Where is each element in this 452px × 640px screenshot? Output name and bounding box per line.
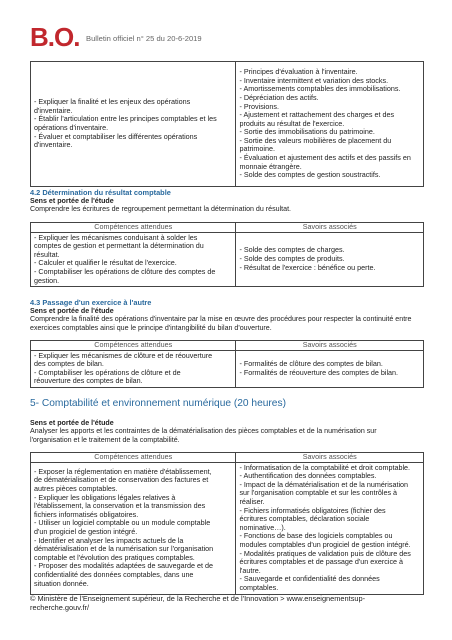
text-line: - Évaluation et ajustement des actifs et des passifs en (239, 153, 411, 163)
text-line: - Sortie des valeurs mobilières de placement du (239, 135, 392, 145)
numerique-table (30, 452, 424, 595)
competences-cell (31, 62, 236, 187)
text-line: fichiers informatisés obligatoires. (34, 509, 139, 519)
competences-cell (31, 462, 236, 594)
result-table (30, 222, 424, 287)
col-header-competences: Compétences attendues (31, 453, 236, 463)
section-4-3-text (30, 315, 424, 333)
section-4-3-sens: Sens et portée de l'étude (30, 307, 114, 315)
text-line: - Évaluer et comptabiliser les différentes opérations (34, 131, 198, 141)
savoirs-cell (236, 350, 424, 387)
text-line: - Amortissements comptables des immobilisations. (239, 84, 401, 94)
section-5-text (30, 427, 424, 445)
text-line: patrimoine. (239, 144, 276, 154)
text-line: réaliser. (239, 496, 265, 506)
text-line: - Informatisation de la comptabilité et droit comptable. (239, 462, 411, 472)
text-line: dématérialisation et de la numérisation sur l'organisation (34, 544, 214, 554)
col-header-competences: Compétences attendues (31, 341, 236, 351)
bulletin-reference: Bulletin officiel n° 25 du 20-6-2019 (86, 34, 202, 43)
text-line: d'inventaire. (34, 105, 73, 115)
text-line: - Proposer des modalités adaptées de sauvegarde et de (34, 561, 214, 571)
text-line: - Principes d'évaluation à l'inventaire. (239, 67, 358, 77)
text-line: d'inventaire. (34, 140, 73, 150)
col-header-savoirs: Savoirs associés (236, 223, 424, 233)
col-header-savoirs: Savoirs associés (236, 341, 424, 351)
text-line: - Provisions. (239, 101, 279, 111)
text-line: résultat. (34, 249, 60, 259)
savoirs-cell (236, 462, 424, 594)
text-line: - Expliquer les mécanismes de clôture et de réouverture (34, 350, 213, 360)
text-line: monnaie étrangère. (239, 161, 302, 171)
savoirs-cell (236, 232, 424, 287)
text-line: sur l'organisation comptable et sur les contrôles à (239, 488, 398, 498)
text-line: opérations d'inventaire. (34, 123, 109, 132)
text-line: écritures comptables et de passage d'un exercice à (239, 557, 404, 567)
text-line: - Comptabiliser les opérations de clôture et de (34, 367, 181, 377)
text-line: des comptes de bilan. (34, 359, 104, 369)
text-line: situation donnée. (34, 578, 89, 588)
passage-table (30, 340, 424, 388)
section-4-3-title: 4.3 Passage d'un exercice à l'autre (30, 298, 152, 307)
text-line: - Comptabiliser les opérations de clôture des comptes de (34, 266, 216, 276)
inventory-table (30, 61, 424, 187)
text-line: - Dépréciation des actifs. (239, 92, 319, 102)
col-header-competences: Compétences attendues (31, 223, 236, 233)
text-line: de dématérialisation et de conservation des factures et (34, 475, 209, 485)
footer-line: © Ministère de l'Enseignement supérieur, de la Recherche et de l'Innovation > www.enseignementsup- (30, 594, 366, 603)
text-line: - Authentification des données comptables. (239, 471, 377, 481)
text-line: - Résultat de l'exercice : bénéfice ou perte. (239, 262, 376, 272)
section-4-2-sens: Sens et portée de l'étude (30, 197, 114, 205)
competences-cell (31, 232, 236, 287)
text-line: - Solde des comptes de gestion soustractifs. (239, 170, 381, 180)
text-line: l'établissement, la conservation et la transmission des (34, 501, 206, 511)
text-line: produits au résultat de l'exercice. (239, 118, 345, 128)
footer-line: recherche.gouv.fr/ (30, 603, 90, 613)
text-line: modules comptables d'un progiciel de gestion intégré. (239, 539, 411, 549)
page-header (30, 22, 430, 52)
text-line: confidentialité des données comptables, dans une (34, 570, 194, 580)
text-line: - Expliquer les mécanismes conduisant à solder les (34, 232, 198, 242)
text-line: - Fonctions de base des logiciels comptables ou (239, 531, 393, 541)
text-line: - Solde des comptes de produits. (239, 254, 345, 264)
text-line: comptable et l'évolution des pratiques comptables. (34, 552, 195, 562)
section-4-2-title: 4.2 Détermination du résultat comptable (30, 188, 171, 197)
text-line: l'autre. (239, 565, 261, 575)
text-line: - Formalités de réouverture des comptes de bilan. (239, 367, 399, 377)
text-line: Comprendre la finalité des opérations d'inventaire par la mise en œuvre des procédures pour respecter la continuité entre (30, 315, 412, 323)
text-line: - Modalités pratiques de validation puis de clôture des (239, 548, 411, 558)
section-5-sens: Sens et portée de l'étude (30, 419, 114, 427)
text-line: - Exposer la réglementation en matière d'établissement, (34, 466, 212, 476)
text-line: exercices comptables ainsi que le principe d'intangibilité du bilan d'ouverture. (30, 324, 272, 332)
text-line: d'un progiciel de gestion intégré. (34, 527, 138, 537)
text-line: - Inventaire intermittent et variation des stocks. (239, 75, 389, 85)
text-line: l'organisation et le traitement de la comptabilité. (30, 436, 180, 444)
text-line: comptes de gestion et permettant la détermination du (34, 241, 204, 251)
text-line: - Calculer et qualifier le résultat de l'exercice. (34, 258, 177, 268)
text-line: - Ajustement et rattachement des charges et des (239, 110, 395, 120)
text-line: - Solde des comptes de charges. (239, 245, 345, 255)
text-line: - Formalités de clôture des comptes de bilan. (239, 359, 383, 369)
text-line: - Expliquer la finalité et les enjeux des opérations (34, 97, 191, 107)
text-line: Analyser les apports et les contraintes de la dématérialisation des pièces comptables et de la numérisation sur (30, 427, 377, 435)
text-line: - Fichiers informatisés obligatoires (fichier des (239, 505, 386, 515)
text-line: écritures comptables, déclaration sociale (239, 514, 370, 524)
text-line: autres pièces comptables. (34, 484, 118, 494)
col-header-savoirs: Savoirs associés (236, 453, 424, 463)
text-line: - Établir l'articulation entre les principes comptables et les (34, 114, 217, 124)
page-footer (30, 594, 424, 613)
text-line: - Sauvegarde et confidentialité des données (239, 574, 380, 584)
text-line: gestion. (34, 275, 60, 285)
section-4-2-text: Comprendre les écritures de regroupement permettant la détermination du résultat. (30, 205, 292, 213)
text-line: réouverture des comptes de bilan. (34, 376, 143, 386)
section-5-title: 5- Comptabilité et environnement numérique (20 heures) (30, 398, 286, 409)
text-line: - Identifier et analyser les impacts actuels de la (34, 535, 184, 545)
text-line: - Expliquer les obligations légales relatives à (34, 492, 176, 502)
text-line: - Impact de la dématérialisation et de la numérisation (239, 479, 409, 489)
savoirs-cell (236, 62, 424, 187)
competences-cell (31, 350, 236, 387)
text-line: comptables. (239, 582, 279, 592)
bo-logo: B.O. (30, 22, 80, 52)
text-line: - Sortie des immobilisations du patrimoine. (239, 127, 375, 137)
text-line: nominative…). (239, 522, 286, 532)
text-line: - Utiliser un logiciel comptable ou un module comptable (34, 518, 211, 528)
